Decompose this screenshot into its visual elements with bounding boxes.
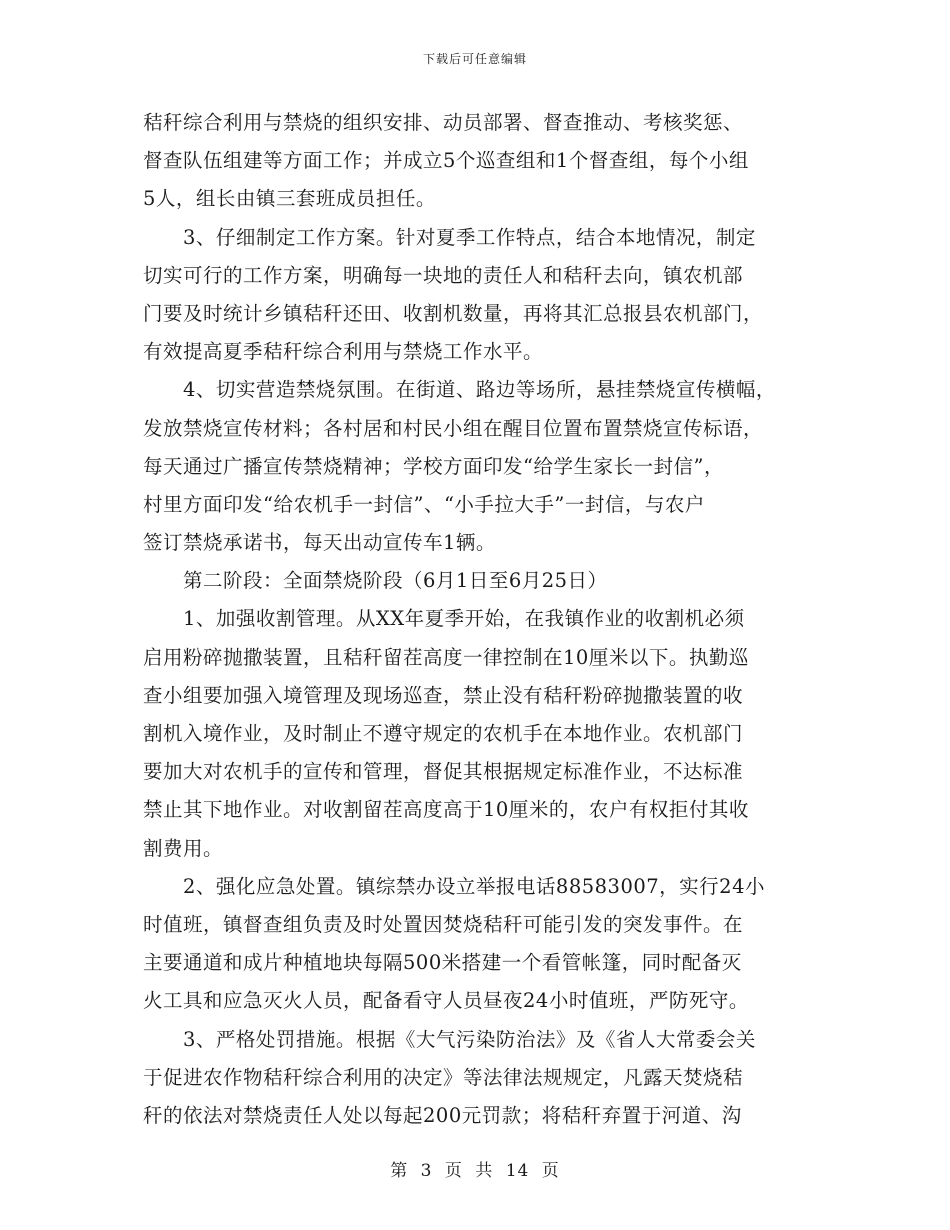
paragraph-start: 3、严格处罚措施。根据《大气污染防治法》及《省人大常委会关 — [183, 1027, 756, 1051]
text-line: 于促进农作物秸秆综合利用的决定》等法律法规规定，凡露天焚烧秸 — [143, 1065, 744, 1089]
total-page-count: 14 — [505, 1161, 530, 1181]
text-line: 发放禁烧宣传材料；各村居和村民小组在醒目位置布置禁烧宣传标语， — [143, 416, 764, 440]
current-page-number: 3 — [420, 1161, 433, 1181]
text-line: 每天通过广播宣传禁烧精神；学校方面印发“给学生家长一封信”， — [143, 454, 724, 478]
text-line: 主要通道和成片种植地块每隔500米搭建一个看管帐篷，同时配备灭 — [143, 951, 742, 975]
text-line: 查小组要加强入境管理及现场巡查，禁止没有秸秆粉碎抛撒装置的收 — [143, 683, 744, 707]
text-line: 村里方面印发“给农机手一封信”、“小手拉大手”一封信，与农户 — [143, 492, 705, 516]
section-heading: 第二阶段：全面禁烧阶段（6月1日至6月25日） — [183, 569, 608, 593]
footer-total-word: 共 — [475, 1161, 494, 1181]
paragraph-start: 1、加强收割管理。从XX年夏季开始，在我镇作业的收割机必须 — [183, 607, 745, 631]
footer-page-word: 页 — [444, 1161, 463, 1181]
text-line: 门要及时统计乡镇秸秆还田、收割机数量，再将其汇总报县农机部门， — [143, 301, 764, 325]
text-line: 要加大对农机手的宣传和管理，督促其根据规定标准作业，不达标准 — [143, 760, 744, 784]
footer-page-word-2: 页 — [541, 1161, 560, 1181]
text-line: 启用粉碎抛撒装置，且秸秆留茬高度一律控制在10厘米以下。执勤巡 — [143, 645, 749, 669]
text-line: 秆的依法对禁烧责任人处以每起200元罚款；将秸秆弃置于河道、沟 — [143, 1103, 742, 1127]
text-line: 禁止其下地作业。对收割留茬高度高于10厘米的，农户有权拒付其收 — [143, 798, 749, 822]
document-body — [143, 104, 823, 1135]
page-header: 下载后可任意编辑 — [422, 52, 527, 66]
text-line: 火工具和应急灭火人员，配备看守人员昼夜24小时值班，严防死守。 — [143, 989, 749, 1013]
text-line: 切实可行的工作方案，明确每一块地的责任人和秸秆去向，镇农机部 — [143, 263, 744, 287]
text-line: 督查队伍组建等方面工作；并成立5个巡查组和1个督查组，每个小组 — [143, 149, 749, 173]
page-footer — [0, 1156, 950, 1181]
paragraph-start: 3、仔细制定工作方案。针对夏季工作特点，结合本地情况，制定 — [183, 225, 756, 249]
paragraph-start: 2、强化应急处置。镇综禁办设立举报电话88583007，实行24小 — [183, 874, 765, 898]
text-line: 割机入境作业，及时制止不遵守规定的农机手在本地作业。农机部门 — [143, 722, 744, 745]
paragraph-start: 4、切实营造禁烧氛围。在街道、路边等场所，悬挂禁烧宣传横幅， — [183, 378, 776, 402]
text-line: 时值班，镇督查组负责及时处置因焚烧秸秆可能引发的突发事件。在 — [143, 912, 744, 936]
text-line: 5人，组长由镇三套班成员担任。 — [143, 187, 436, 211]
footer-prefix: 第 — [390, 1161, 409, 1181]
text-line: 有效提高夏季秸秆综合利用与禁烧工作水平。 — [143, 340, 544, 364]
text-line: 秸秆综合利用与禁烧的组织安排、动员部署、督查推动、考核奖惩、 — [143, 111, 744, 134]
text-line: 割费用。 — [143, 836, 224, 860]
text-line: 签订禁烧承诺书，每天出动宣传车1辆。 — [143, 531, 496, 555]
